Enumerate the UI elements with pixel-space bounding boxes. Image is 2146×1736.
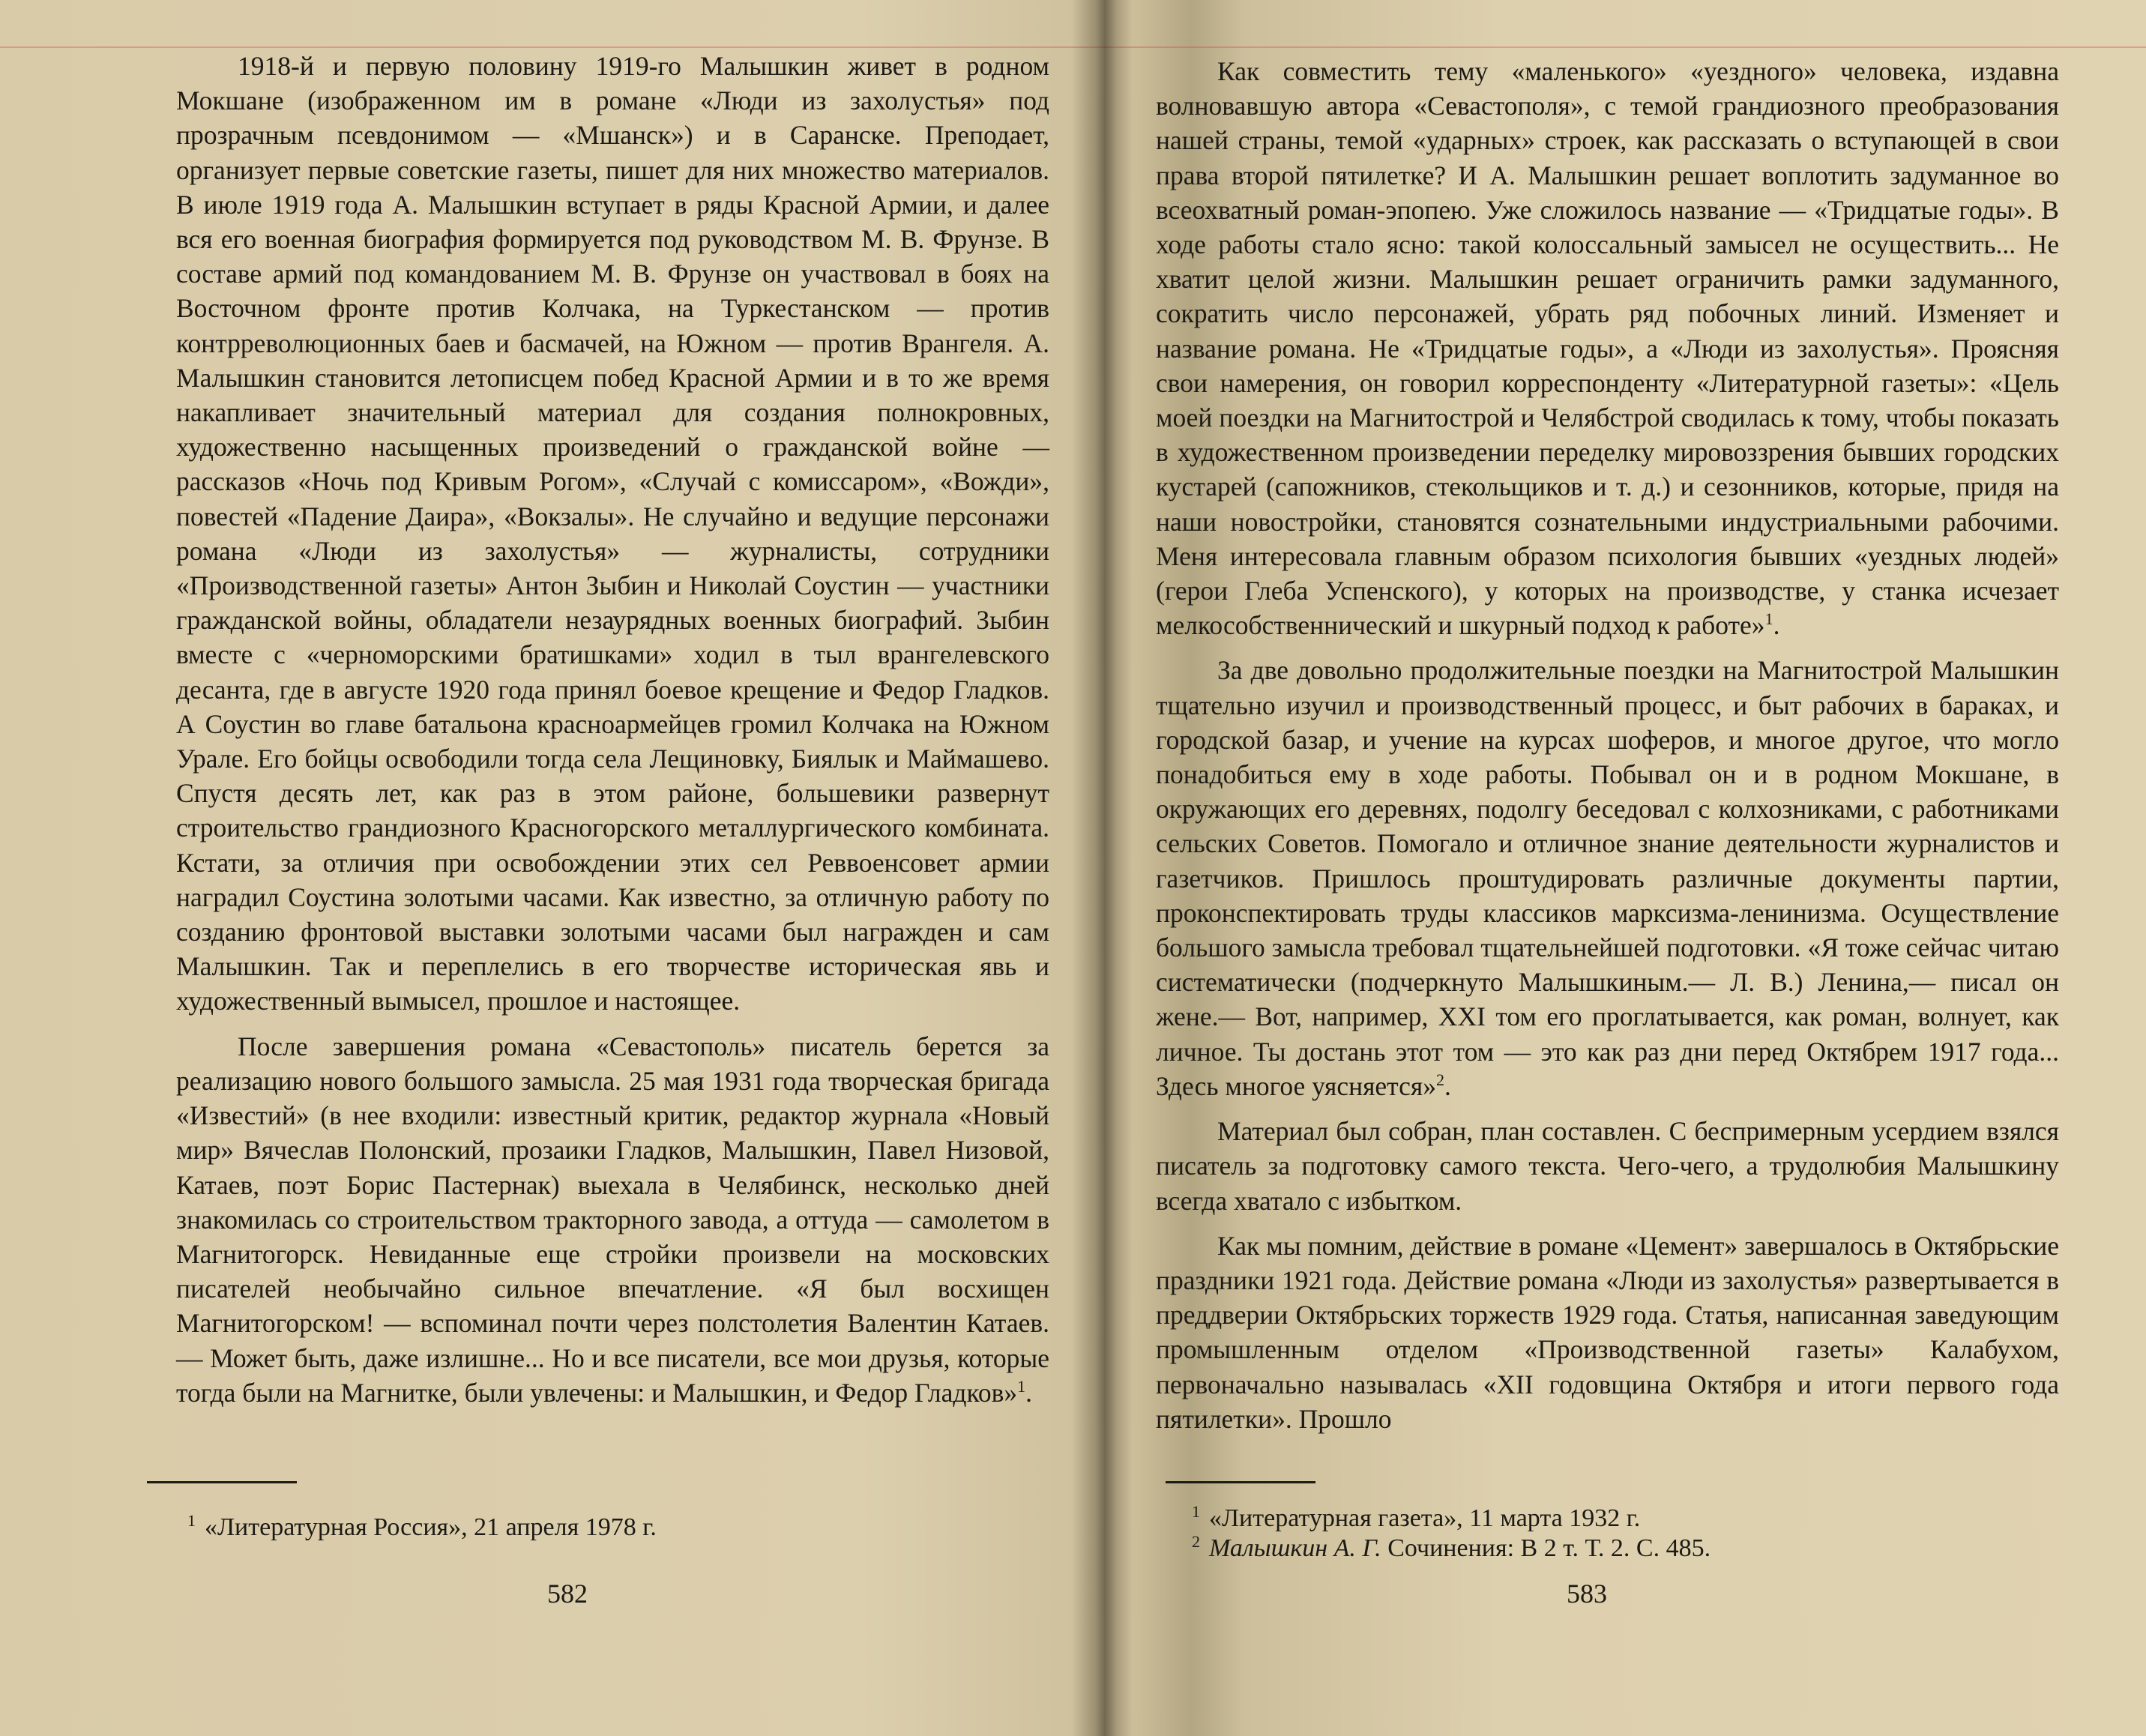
right-paragraph-2-text: За две довольно продолжительные поездки на Магнитострой Малышкин тщательно изучил и производственный процесс, и быт рабочих в бараках, и городской базар, и учение на курсах шоферов, и многое другое, что могло понадобиться ему в ходе работы. Побывал он и в родном Мокшане, в окружающих его деревнях, подолгу беседовал с колхозниками, с работниками сельских Советов. Помогало и отличное знание деятельности журналистов и газетчиков. Пришлось проштудировать различные документы партии, проконспектировать труды классиков марксизма-ленинизма. Осуществление большого замысла требовал тщательнейшей подготовки. «Я тоже сейчас читаю систематически (подчеркнуто Малышкиным.— Л. В.) Ленина,— писал он жене.— Вот, например, XXI том его проглатывается, как роман, волнует, как личное. Ты достань этот том — это как раз дни перед Октябрем 1917 года... Здесь многое уясняется» <box>1156 655 2059 1101</box>
left-page-text <box>176 49 1049 1420</box>
book-gutter <box>1072 0 1132 1736</box>
right-page-number: 583 <box>1567 1579 1607 1609</box>
footnote-text: «Литературная газета», 11 марта 1932 г. <box>1209 1504 1641 1532</box>
right-paragraph-1-text: Как совместить тему «маленького» «уездного» человека, издавна волновавшую автора «Севастополя», с темой грандиозного преобразования нашей страны, темой «ударных» строек, как рассказать о вступающей в свои права второй пятилетке? И А. Малышкин решает воплотить задуманное во всеохватный роман-эпопею. Уже сложилось название — «Тридцатые годы». В ходе работы стало ясно: такой колоссальный замысел не осуществить... Не хватит целой жизни. Малышкин решает ограничить рамки задуманного, сократить число персонажей, убрать ряд побочных линий. Изменяет и название романа. Не «Тридцатые годы», а «Люди из захолустья». Проясняя свои намерения, он говорил корреспонденту «Литературной газеты»: «Цель моей поездки на Магнитострой и Челябстрой сводилась к тому, чтобы показать в художественном произведении переделку мировоззрения бывших городских кустарей (сапожников, стекольщиков и т. д.) и сезонников, которые, придя на наши новостройки, становятся сознательными индустриальными рабочими. Меня интересовала главным образом психология бывших «уездных людей» (герои Глеба Успенского), у которых на производстве, у станка исчезает мелкособственнический и шкурный подход к работе» <box>1156 56 2059 641</box>
right-footnote-1 <box>1192 1501 2054 1534</box>
footnote-mark: 1 <box>1192 1501 1200 1521</box>
right-paragraph-1: Как совместить тему «маленького» «уездного» человека, издавна волновавшую автора «Севастополя», с темой грандиозного преобразования нашей страны, темой «ударных» строек, как рассказать о вступающей в свои права второй пятилетке? И А. Малышкин решает воплотить задуманное во всеохватный роман-эпопею. Уже сложилось название — «Тридцатые годы». В ходе работы стало ясно: такой колоссальный замысел не осуществить... Не хватит целой жизни. Малышкин решает ограничить рамки задуманного, сократить число персонажей, убрать ряд побочных линий. Изменяет и название романа. Не «Тридцатые годы», а «Люди из захолустья». Проясняя свои намерения, он говорил корреспонденту «Литературной газеты»: «Цель моей поездки на Магнитострой и Челябстрой сводилась к тому, чтобы показать в художественном произведении переделку мировоззрения бывших городских кустарей (сапожников, стекольщиков и т. д.) и сезонников, которые, придя на наши новостройки, становятся сознательными индустриальными рабочими. Меня интересовала главным образом психология бывших «уездных людей» (герои Глеба Успенского), у которых на производстве, у станка исчезает мелкособственнический и шкурный подход к работе»$^1$. <box>1156 56 2059 641</box>
footnote-text: Сочинения: В 2 т. Т. 2. С. 485. <box>1381 1534 1711 1562</box>
footnote-ref-2: 2 <box>1435 1070 1444 1090</box>
right-footnotes <box>1192 1501 2054 1564</box>
footnote-ref-1: 1 <box>1764 609 1773 629</box>
right-paragraph-3: Материал был собран, план составлен. С беспримерным усердием взялся писатель за подготовку самого текста. Чего-чего, а трудолюбия Малышкину всегда хватало с избытком. <box>1156 1116 2059 1216</box>
left-paragraph-2: После завершения романа «Севастополь» писатель берется за реализацию нового большого замысла. 25 мая 1931 года творческая бригада «Известий» (в нее входили: известный критик, редактор журнала «Новый мир» Вячеслав Полонский, прозаики Гладков, Малышкин, Павел Низовой, Катаев, поэт Борис Пастернак) выехала в Челябинск, несколько дней знакомилась со строительством тракторного завода, а оттуда — самолетом в Магнитогорск. Невиданные еще стройки произвели на московских писателей необычайно сильное впечатление. «Я был восхищен Магнитогорском! — вспоминал почти через полстолетия Валентин Катаев.— Может быть, даже излишне... Но и все писатели, все мои друзья, которые тогда были на Магнитке, были увлечены: и Малышкин, и Федор Гладков»$^1$. <box>176 1031 1049 1408</box>
left-paragraph-1: 1918-й и первую половину 1919-го Малышкин живет в родном Мокшане (изображенном им в романе «Люди из захолустья» под прозрачным псевдонимом — «Мшанск») и в Саранске. Преподает, организует первые советские газеты, пишет для них множество материалов. В июле 1919 года А. Малышкин вступает в ряды Красной Армии, и далее вся его военная биография формируется под руководством М. В. Фрунзе. В составе армий под командованием М. В. Фрунзе он участвовал в боях на Восточном фронте против Колчака, на Туркестанском — против контрреволюционных баев и басмачей, на Южном — против Врангеля. А. Малышкин становится летописцем побед Красной Армии и в то же время накапливает значительный материал для создания полнокровных, художественно насыщенных произведений о гражданской войне — рассказов «Ночь под Кривым Рогом», «Случай с комиссаром», «Вожди», повестей «Падение Даира», «Вокзалы». Не случайно и ведущие персонажи романа «Люди из захолустья» — журналисты, сотрудники «Производственной газеты» Антон Зыбин и Николай Соустин — участники гражданской войны, обладатели незаурядных военных биографий. Зыбин вместе с «черноморскими братишками» ходил в тыл врангелевского десанта, где в августе 1920 года принял боевое крещение и Федор Гладков. А Соустин во главе батальона красноармейцев громил Колчака на Южном Урале. Его бойцы освободили тогда села Лещиновку, Биялык и Маймашево. Спустя десять лет, как раз в этом районе, большевики развернут строительство грандиозного Красногорского металлургического комбината. Кстати, за отличия при освобождении этих сел Реввоенсовет армии наградил Соустина золотыми часами. Как известно, за отличную работу по созданию фронтовой выставки золотыми часами был награжден и сам Малышкин. Так и переплелись в его творчестве историческая явь и художественный вымысел, прошлое и настоящее. <box>176 51 1049 1016</box>
right-page-text <box>1156 54 2059 1447</box>
left-page-number: 582 <box>547 1579 588 1609</box>
footnote-text: «Литературная Россия», 21 апреля 1978 г. <box>205 1513 657 1541</box>
left-footnote-1 <box>187 1510 1012 1543</box>
footnote-author: Малышкин А. Г. <box>1209 1534 1381 1562</box>
footnote-mark: 2 <box>1192 1531 1200 1551</box>
right-page <box>1132 0 2146 1736</box>
left-page <box>0 0 1072 1736</box>
right-paragraph-4: Как мы помним, действие в романе «Цемент» завершалось в Октябрьские праздники 1921 года. Действие романа «Люди из захолустья» развертывается в преддверии Октябрьских торжеств 1929 года. Статья, написанная заведующим промышленным отделом «Производственной газеты» Калабухом, первоначально называлась «XII годовщина Октября и итоги первого года пятилетки». Прошло <box>1156 1230 2059 1434</box>
left-footnote-rule <box>147 1481 297 1483</box>
left-footnotes <box>187 1510 1012 1543</box>
right-paragraph-2: За две довольно продолжительные поездки на Магнитострой Малышкин тщательно изучил и производственный процесс, и быт рабочих в бараках, и городской базар, и учение на курсах шоферов, и многое другое, что могло понадобиться ему в ходе работы. Побывал он и в родном Мокшане, в окружающих его деревнях, подолгу беседовал с колхозниками, с работниками сельских Советов. Помогало и отличное знание деятельности журналистов и газетчиков. Пришлось проштудировать различные документы партии, проконспектировать труды классиков марксизма-ленинизма. Осуществление большого замысла требовал тщательнейшей подготовки. «Я тоже сейчас читаю систематически (подчеркнуто Малышкиным.— Л. В.) Ленина,— писал он жене.— Вот, например, XXI том его проглатывается, как роман, волнует, как личное. Ты достань этот том — это как раз дни перед Октябрем 1917 года... Здесь многое уясняется»$^2$. <box>1156 655 2059 1101</box>
footnote-ref-1: 1 <box>1017 1376 1026 1396</box>
right-footnote-rule <box>1166 1481 1315 1483</box>
right-footnote-2 <box>1192 1531 2054 1564</box>
left-paragraph-2-text: После завершения романа «Севастополь» писатель берется за реализацию нового большого замысла. 25 мая 1931 года творческая бригада «Известий» (в нее входили: известный критик, редактор журнала «Новый мир» Вячеслав Полонский, прозаики Гладков, Малышкин, Павел Низовой, Катаев, поэт Борис Пастернак) выехала в Челябинск, несколько дней знакомилась со строительством тракторного завода, а оттуда — самолетом в Магнитогорск. Невиданные еще стройки произвели на московских писателей необычайно сильное впечатление. «Я был восхищен Магнитогорском! — вспоминал почти через полстолетия Валентин Катаев.— Может быть, даже излишне... Но и все писатели, все мои друзья, которые тогда были на Магнитке, были увлечены: и Малышкин, и Федор Гладков» <box>176 1031 1049 1408</box>
footnote-mark: 1 <box>187 1510 196 1530</box>
